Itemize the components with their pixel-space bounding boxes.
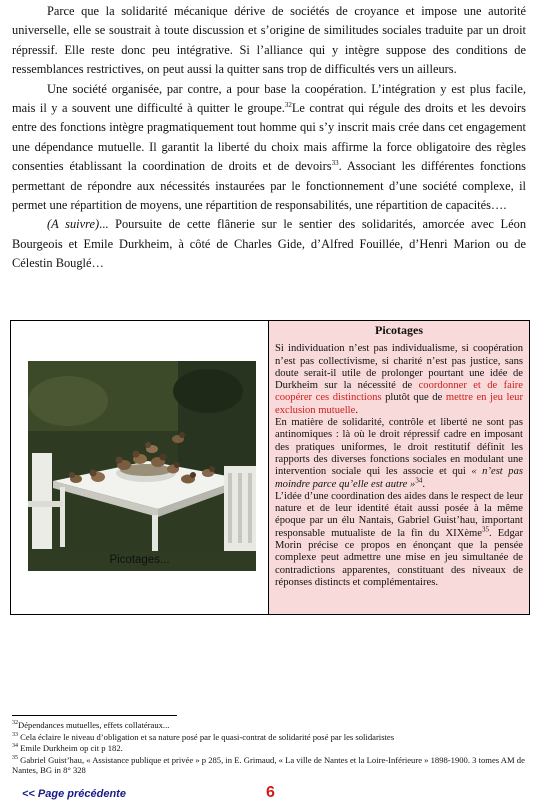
- page-number: 6: [266, 784, 275, 801]
- main-text: [12, 2, 526, 274]
- durkheim-quote: « n’est pas moindre parce qu’elle est autre »: [275, 466, 523, 490]
- footnote-33: [12, 732, 532, 743]
- box-paragraph-1-a: Si individuation n’est pas individualisme, si coopération n’est pas collectivisme, si charité n’est pas justice, sans doute serait-il utile de prolonger pourtant une idée de Durkheim sur la nécessité de: [275, 343, 523, 392]
- sparrows-on-table-image: [28, 361, 256, 551]
- paragraph-3-text: ... Poursuite de cette flânerie sur le sentier des solidarités, amorcée avec Léon Bourgeois et Emile Durkheim, à côté de Charles Gide, d’Alfred Fouillée, d’Henri Marion ou de Célestin Bouglé…: [12, 217, 527, 271]
- paragraph-2-part-b: Le contrat qui régule des droits et les devoirs entre des fonctions intègre pragmatiquement tout homme qui s’y inscrit mais crée dans cet engagement une dépendance mutuelle. Il garantit la liberté du choix mais affirme la force obligatoire des règles consenties établissant la coordination de droits et de devoirs: [12, 101, 527, 174]
- picotages-box: [10, 320, 530, 615]
- footnote-separator: [12, 715, 177, 716]
- footnote-text: Cela éclaire le niveau d’obligation et sa nature posé par le quasi-contrat de solidarité posé par les solidaristes: [18, 731, 395, 742]
- footnote-number: 35: [12, 754, 18, 761]
- highlight-exclusion: mettre en jeu leur exclusion mutuelle: [275, 392, 524, 416]
- photo-caption: Picotages...: [109, 554, 170, 566]
- footnote-text: Gabriel Guist’hau, « Assistance publique et privée » p 285, in E. Grimaud, « La ville de Nantes et la Loire-Inférieure » 1898-1900. 3 tomes AM de Nantes, BG in 8° 328: [12, 754, 525, 776]
- box-paragraph-3-a: L’idée d’une coordination des aides dans le respect de leur nature et de leur identité était aussi posée à la même époque par un élu Nantais, Gabriel Guist’hau, important responsable mutualiste de la fin du XIXème: [275, 490, 523, 539]
- a-suivre-label: (A suivre): [47, 217, 100, 232]
- footnote-number: 33: [12, 731, 18, 738]
- footnote-text: Dépendances mutuelles, effets collatéraux...: [18, 720, 170, 730]
- highlight-coordonner: coordonner et de faire coopérer ces distinctions: [275, 380, 523, 404]
- footnote-34: [12, 743, 532, 754]
- box-paragraph-1-b: plutôt que de: [381, 392, 446, 404]
- picotages-text-cell: [269, 321, 529, 614]
- footnote-number: 34: [12, 743, 18, 750]
- box-paragraph-2-b: .: [422, 478, 425, 490]
- footnote-35: [12, 755, 532, 776]
- box-paragraph-2-a: En matière de solidarité, contrôle et liberté ne sont pas antinomiques : là où le droit répressif cadre en imposant des pratiques uniformes, le droit restitutif définit les rapports des diverses fonctions sociales en modulant une intervention sociale qui les associe et qui: [275, 417, 523, 478]
- box-title: Picotages: [375, 323, 423, 337]
- footnote-number: 32: [12, 720, 18, 727]
- box-paragraph-3-b: . Edgar Morin précise ce propos en énonçant que la pensée complexe peut admettre une mise en jeu simultanée de contradictions apparentes, constituant des niveaux de réponses distincts et complémentaires.: [275, 527, 524, 588]
- paragraph-2: [12, 80, 526, 216]
- footnote-32: [12, 720, 532, 731]
- paragraph-2-part-c: . Associant les différentes fonctions permettant de répondre aux nécessités instaurées par le fonctionnement d’une société complexe, il permet une répartition de moyens, une répartition de responsabilités, une répartition de capacités….: [12, 159, 526, 213]
- paragraph-3: [12, 215, 526, 273]
- box-paragraph-2: [275, 417, 523, 491]
- footnote-ref-34[interactable]: 34: [415, 476, 423, 485]
- box-paragraph-3: [275, 491, 523, 589]
- sparrows-photo: [28, 361, 256, 571]
- paragraph-2-part-a: Une société organisée, par contre, a pour base la coopération. L’intégration y est plus facile, mais il y a souvent une difficulté à quitter le groupe.: [12, 81, 526, 116]
- photo-cell: [11, 321, 269, 614]
- box-paragraph-1-c: .: [355, 404, 358, 416]
- footnote-ref-33[interactable]: 33: [331, 159, 339, 168]
- footnote-ref-32[interactable]: 32: [284, 100, 292, 109]
- footnote-text: Emile Durkheim op cit p 182.: [18, 743, 123, 754]
- paragraph-1: Parce que la solidarité mécanique dérive de sociétés de croyance et impose une autorité universelle, elle se soustrait à toute discussion et s’origine de similitudes sociales traduite par un droit répressif. Elle reste donc peu intégrative. Si l’alliance qui y intègre suppose des conditions de ressemblances restrictives, on peut aussi la quitter sans trop de difficultés vers un ailleurs.: [12, 4, 526, 77]
- box-paragraph-1: [275, 343, 523, 417]
- footnote-ref-35[interactable]: 35: [482, 525, 489, 534]
- footnotes: [12, 720, 532, 777]
- previous-page-link[interactable]: << Page précédente: [22, 788, 126, 800]
